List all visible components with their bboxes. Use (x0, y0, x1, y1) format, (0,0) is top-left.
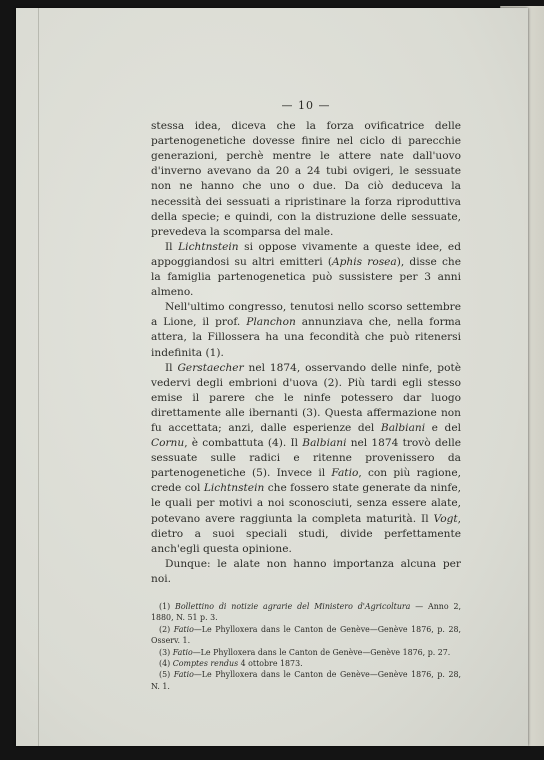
footnote-text: —Le Phylloxera dans le Canton de Genève—Genève 1876, p. 28, N. 1. (151, 670, 462, 691)
footnote-source: Fatio (173, 624, 194, 634)
text-run: Il (165, 361, 178, 374)
paragraph (151, 119, 461, 240)
text-run: e del (425, 421, 461, 434)
text-run: stessa idea, diceva che la forza ovificatrice delle partenogenetiche dovesse finire nel ciclo di parecchie generazioni, perchè mentre le attere nate dall'uovo d'inverno avevano da 20 a 24 tubi ovigeri, le sessuate non ne hanno che uno o due. Da ciò deduceva la necessità dei sessuati a ripristinare la forza riproduttiva della specie; e quindi, con la distruzione delle sessuate, prevedeva la scomparsa del male. (151, 120, 461, 238)
italic-name: Gerstaecher (177, 361, 244, 374)
footnote-text: —Le Phylloxera dans le Canton de Genève—Genève 1876, p. 27. (192, 647, 451, 657)
footnote-text: — Anno 2, 1880, N. 51 p. 3. (151, 602, 462, 623)
italic-species: Aphis rosea (331, 255, 397, 268)
italic-name: Lichtnstein (178, 240, 239, 253)
page-number: — 10 — (281, 99, 331, 112)
italic-name: Fatio (331, 467, 359, 480)
paragraph (151, 361, 461, 557)
paragraph (151, 557, 461, 587)
italic-name: Balbiani (302, 437, 347, 450)
footnote-source: Comptes rendus (172, 659, 239, 669)
footnote-source: Bollettino di notizie agrarie del Ministero d'Agricoltura (175, 602, 411, 611)
text-run: che fossero state generate da ninfe, le quali per motivi a noi sconosciuti, senza essere alate, potevano avere raggiunta la completa maturità. Il (151, 482, 461, 525)
italic-name: Vogt (433, 512, 458, 525)
text-run: , dietro a suoi speciali studi, divide perfettamente anch'egli questa opinione. (151, 512, 461, 555)
text-run: Dunque: le alate non hanno importanza alcuna per noi. (151, 557, 461, 585)
text-run: Nell'ultimo congresso, tenutosi nello scorso settembre a Lione, il prof. (151, 301, 461, 329)
footnote-marker: (2) (159, 624, 174, 634)
italic-name: Planchon (246, 316, 296, 329)
footnote (151, 601, 461, 624)
text-run: annunziava che, nella forma attera, la Fillossera ha una fecondità che può ritenersi indefinita (1). (151, 316, 461, 359)
text-run: , è combattuta (4). Il (184, 437, 303, 450)
text-block (151, 98, 461, 692)
text-run: Il (165, 240, 179, 253)
footnote (151, 669, 461, 692)
text-run: si oppose vivamente a queste idee, ed appoggiandosi su altri emitteri ( (151, 240, 461, 268)
footnote-marker: (1) (159, 602, 176, 611)
footnotes (151, 601, 461, 692)
footnote (151, 624, 461, 647)
page-fold-line (38, 8, 39, 746)
text-run: ), disse che la famiglia partenogenetica può sussistere per 3 anni almeno. (151, 255, 461, 299)
text-run: nel 1874 trovò delle sessuate sulle radici e ritenne provenissero da partenogenetiche (5). Invece il (151, 437, 461, 480)
footnote-marker: (4) (159, 659, 173, 669)
footnote-text: 4 ottobre 1873. (238, 659, 303, 669)
footnote-source: Fatio (173, 670, 194, 680)
paragraph (151, 240, 461, 300)
footnote-text: —Le Phylloxera dans le Canton de Genève—Genève 1876, p. 28, Osserv. 1. (151, 624, 462, 646)
footnote-marker: (5) (159, 670, 174, 680)
text-run: nel 1874, osservando delle ninfe, potè vedervi degli embrioni d'uova (2). Più tardi egli stesso emise il parere che le ninfe potessero dar luogo direttamente alle ibernanti (3). Questa affermazione non fu accettata; anzi, dalle esperienze del (151, 361, 461, 434)
text-run: , con più ragione, crede col (151, 467, 461, 495)
footnote-marker: (3) (159, 647, 173, 657)
footnote-source: Fatio (172, 647, 193, 657)
italic-name: Lichtnstein (203, 482, 265, 495)
footnote (151, 647, 461, 658)
footnote (151, 658, 461, 669)
italic-name: Cornu (151, 437, 185, 450)
book-page (16, 8, 528, 746)
italic-name: Balbiani (380, 421, 426, 434)
paragraph (151, 300, 461, 360)
